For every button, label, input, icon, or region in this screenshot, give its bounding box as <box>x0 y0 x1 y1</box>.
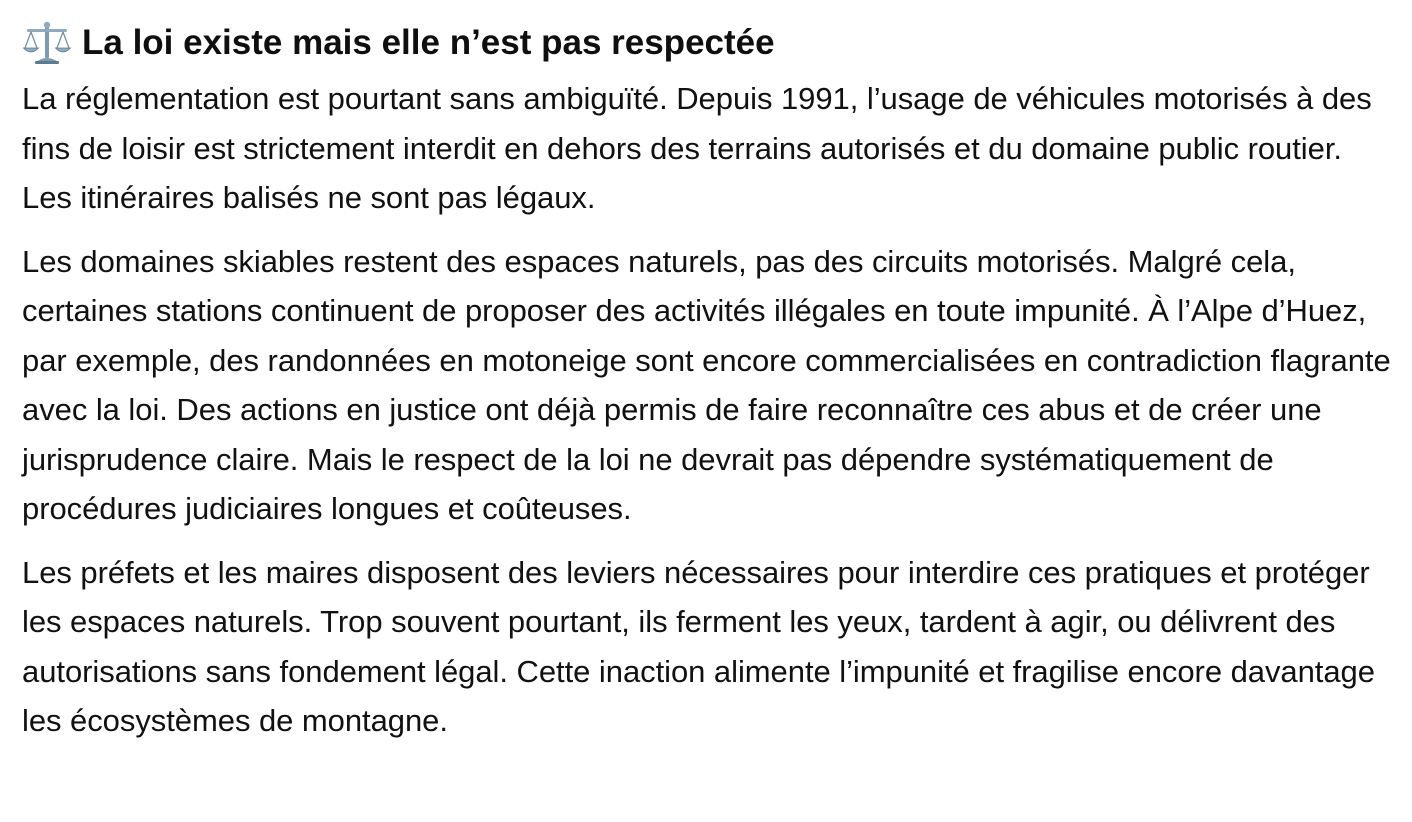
paragraph-1: La réglementation est pourtant sans ambiguïté. Depuis 1991, l’usage de véhicules motorisés à des fins de loisir est strictement interdit en dehors des terrains autorisés et du domaine public routier. Les itinéraires balisés ne sont pas légaux. <box>22 81 1372 215</box>
paragraph-3: Les préfets et les maires disposent des leviers nécessaires pour interdire ces pratiques et protéger les espaces naturels. Trop souvent pourtant, ils ferment les yeux, tardent à agir, ou délivrent des autorisations sans fondement légal. Cette inaction alimente l’impunité et fragilise encore davantage les écosystèmes de montagne. <box>22 554 1375 738</box>
paragraph-2: Les domaines skiables restent des espaces naturels, pas des circuits motorisés. Malgré cela, certaines stations continuent de proposer des activités illégales en toute impunité. À l’Alpe d’Huez, par exemple, des randonnées en motoneige sont encore commercialisées en contradiction flagrante avec la loi. Des actions en justice ont déjà permis de faire reconnaître ces abus et de créer une jurisprudence claire. Mais le respect de la loi ne devrait pas dépendre systématiquement de procédures judiciaires longues et coûteuses. <box>22 243 1391 526</box>
article-section <box>22 20 1394 760</box>
section-heading <box>22 20 1394 66</box>
balance-scale-icon <box>22 20 72 66</box>
section-title: La loi existe mais elle n’est pas respectée <box>82 23 775 62</box>
